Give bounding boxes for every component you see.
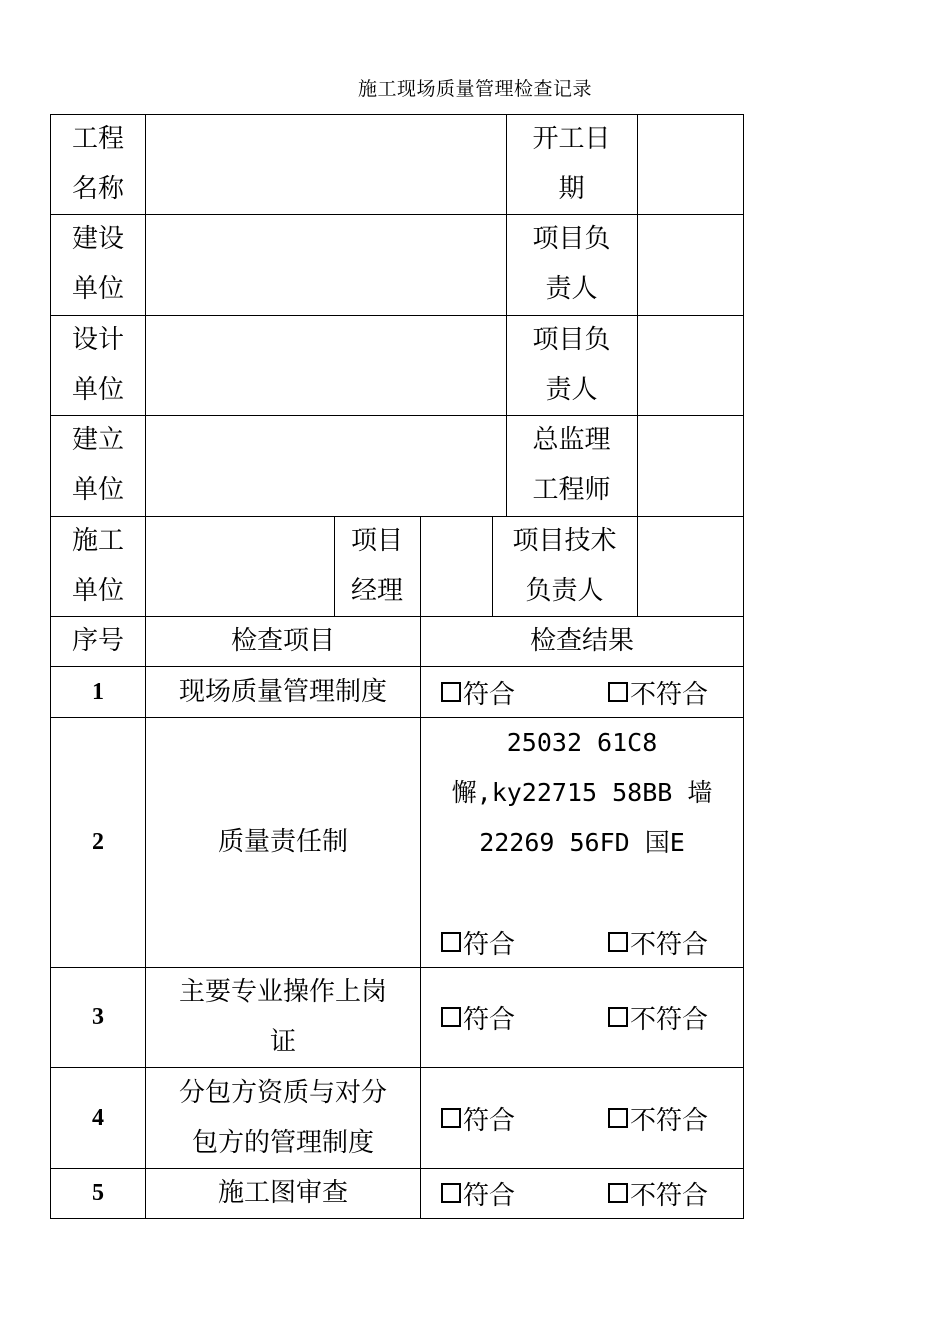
row-number: 2: [92, 829, 104, 855]
row-number: 4: [92, 1104, 104, 1131]
pass-checkbox[interactable]: 符合: [441, 917, 515, 967]
label-designer-pm: 项目负 责人: [532, 325, 611, 405]
checkbox-icon: [608, 1183, 628, 1203]
fail-checkbox[interactable]: 不符合: [608, 917, 708, 967]
checkbox-icon: [608, 1108, 628, 1128]
checkbox-icon: [608, 1007, 628, 1027]
label-client-unit: 建设 单位: [71, 224, 124, 304]
row-number: 3: [92, 1004, 104, 1030]
checkbox-icon: [441, 682, 461, 702]
pass-checkbox[interactable]: 符合: [441, 667, 515, 717]
check-item: 分包方资质与对分 包方的管理制度: [178, 1077, 387, 1158]
column-header-seq: 序号: [71, 626, 124, 656]
page-title: 施工现场质量管理检查记录: [357, 78, 592, 100]
row-number: 1: [92, 678, 104, 705]
checkbox-icon: [441, 1183, 461, 1203]
label-supervision-unit: 建立 单位: [71, 425, 124, 505]
fail-checkbox[interactable]: 不符合: [608, 992, 708, 1042]
checkbox-icon: [441, 1007, 461, 1027]
pass-checkbox[interactable]: 符合: [441, 992, 515, 1042]
checkbox-icon: [441, 932, 461, 952]
label-design-unit: 设计 单位: [71, 325, 124, 405]
fail-checkbox[interactable]: 不符合: [608, 1168, 708, 1218]
check-item: 施工图审查: [217, 1178, 348, 1208]
label-project-manager: 项目 经理: [350, 526, 403, 606]
label-chief-engineer: 总监理 工程师: [532, 425, 611, 505]
check-item: 质量责任制: [217, 827, 348, 857]
check-item: 现场质量管理制度: [178, 676, 387, 707]
label-tech-lead: 项目技术 负责人: [512, 526, 617, 606]
checkbox-icon: [441, 1108, 461, 1128]
fail-checkbox[interactable]: 不符合: [608, 667, 708, 717]
result-note-line: 22269 56FD 国E: [479, 828, 685, 857]
column-header-item: 检查项目: [230, 626, 335, 656]
pass-checkbox[interactable]: 符合: [441, 1168, 515, 1218]
checkbox-icon: [608, 932, 628, 952]
fail-checkbox[interactable]: 不符合: [608, 1093, 708, 1143]
checkbox-icon: [608, 682, 628, 702]
result-note-line: 懈,ky22715 58BB 墙: [451, 778, 713, 807]
pass-checkbox[interactable]: 符合: [441, 1093, 515, 1143]
label-client-pm: 项目负 责人: [532, 224, 611, 304]
check-item: 主要专业操作上岗 证: [178, 977, 387, 1057]
label-contractor-unit: 施工 单位: [71, 526, 124, 606]
label-start-date: 开工日 期: [532, 124, 611, 204]
result-note-line: 25032 61C8: [506, 728, 658, 757]
row-number: 5: [92, 1180, 104, 1206]
column-header-result: 检查结果: [529, 626, 634, 656]
label-project-name: 工程 名称: [71, 124, 124, 204]
